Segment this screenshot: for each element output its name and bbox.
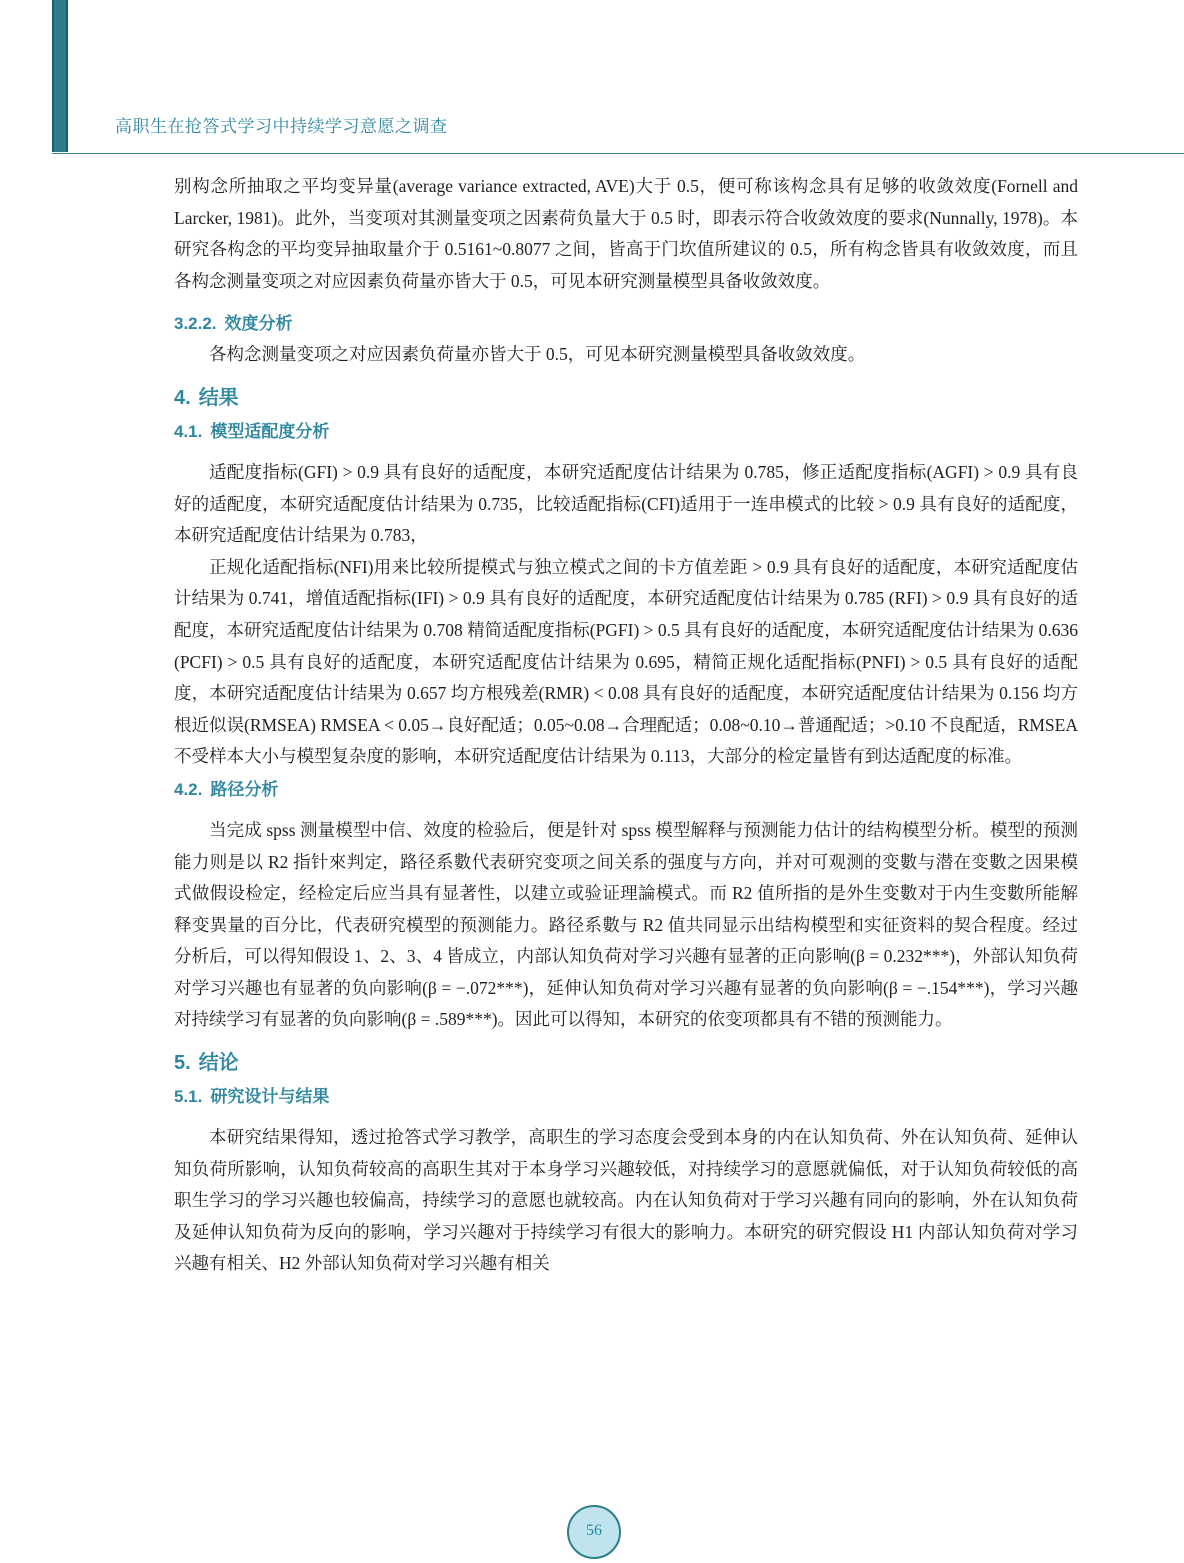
section-title: 结果 bbox=[198, 386, 239, 409]
paragraph-4-1-a: 适配度指标(GFI) > 0.9 具有良好的适配度，本研究适配度估计结果为 0.785，修正适配度指标(AGFI) > 0.9 具有良好的适配度，本研究适配度估计结果为 0.735，比较适配指标(CFI)适用于一连串模式的比较 > 0.9 具有良好的适配度，本研究适配度估计结果为 0.783， bbox=[174, 461, 1078, 546]
paragraph-4-2: 当完成 spss 测量模型中信、效度的检验后，便是针对 spss 模型解释与预测能力估计的结构模型分析。模型的预测能力则是以 R2 指针來判定，路径系數代表研究变项之间关系的强度与方向，并对可观测的变數与潜在变數之因果模式做假设检定，经检定后应当具有显著性，以建立或验证理論模式。而 R2 值所指的是外生变數对于内生变數所能解释变異量的百分比，代表研究模型的预测能力。路径系數与 R2 值共同显示出结构模型和实征资料的契合程度。经过分析后，可以得知假设 1、2、3、4 皆成立，内部认知负荷对学习兴趣有显著的正向影响(β = 0.232***)，外部认知负荷对学习兴趣也有显著的负向影响(β = −.072***)，延伸认知负荷对学习兴趣有显著的负向影响(β = −.154***)，学习兴趣对持续学习有显著的负向影响(β = .589***)。因此可以得知，本研究的依变项都具有不错的预测能力。 bbox=[174, 819, 1078, 1030]
header-divider bbox=[52, 153, 1184, 154]
section-heading-5 bbox=[174, 1048, 1078, 1078]
section-number: 5.1. bbox=[174, 1087, 203, 1107]
section-heading-5-1 bbox=[174, 1084, 1078, 1110]
section-heading-4-2 bbox=[174, 777, 1078, 803]
paragraph-intro: 别构念所抽取之平均变异量(average variance extracted, AVE)大于 0.5，便可称该构念具有足够的收敛效度(Fornell and Larcker, 1981)。此外，当变项对其测量变项之因素荷负量大于 0.5 时，即表示符合收敛效度的要求(Nunnally, 1978)。本研究各构念的平均变异抽取量介于 0.5161~0.8077 之间，皆高于门坎值所建议的 0.5，所有构念皆具有收敛效度，而且各构念测量变项之对应因素负荷量亦皆大于 0.5，可见本研究测量模型具备收敛效度。 bbox=[174, 176, 1078, 291]
paragraph-4-1-b: 正规化适配指标(NFI)用来比较所提模式与独立模式之间的卡方值差距 > 0.9 具有良好的适配度，本研究适配度估计结果为 0.741，增值适配指标(IFI) > 0.9 具有良好的适配度，本研究适配度估计结果为 0.785 (RFI) > 0.9 具有良好的适配度，本研究适配度估计结果为 0.708 精简适配度指标(PGFI) > 0.5 具有良好的适配度，本研究适配度估计结果为 0.636 (PCFI) > 0.5 具有良好的适配度，本研究适配度估计结果为 0.695，精简正规化适配指标(PNFI) > 0.5 具有良好的适配度，本研究适配度估计结果为 0.657 均方根残差(RMR) < 0.08 具有良好的适配度，本研究适配度估计结果为 0.156 均方根近似误(RMSEA) RMSEA < 0.05→良好配适；0.05~0.08→合理配适；0.08~0.10→普通配适；>0.10 不良配适，RMSEA 不受样本大小与模型复杂度的影响，本研究适配度估计结果为 0.113，大部分的检定量皆有到达适配度的标准。 bbox=[174, 556, 1078, 767]
running-title: 高职生在抢答式学习中持续学习意愿之调查 bbox=[115, 117, 448, 136]
page-number-badge: 56 bbox=[567, 1505, 621, 1559]
paragraph-3-2-2: 各构念测量变项之对应因素负荷量亦皆大于 0.5，可见本研究测量模型具备收敛效度。 bbox=[209, 344, 866, 365]
section-number: 4.1. bbox=[174, 421, 203, 441]
section-title: 效度分析 bbox=[224, 314, 293, 334]
section-number: 3.2.2. bbox=[174, 314, 217, 334]
section-heading-3-2-2 bbox=[174, 311, 1078, 337]
section-number: 5. bbox=[174, 1052, 191, 1075]
article-body bbox=[174, 171, 1078, 1280]
section-number: 4.2. bbox=[174, 779, 203, 799]
section-title: 研究设计与结果 bbox=[210, 1087, 330, 1107]
paragraph-5-1: 本研究结果得知，透过抢答式学习教学，高职生的学习态度会受到本身的内在认知负荷、外在认知负荷、延伸认知负荷所影响，认知负荷较高的高职生其对于本身学习兴趣较低，对持续学习的意愿就偏低，对于认知负荷较低的高职生学习的学习兴趣也较偏高，持续学习的意愿也就较高。内在认知负荷对于学习兴趣有同向的影响，外在认知负荷及延伸认知负荷为反向的影响，学习兴趣对于持续学习有很大的影响力。本研究的研究假设 H1 内部认知负荷对学习兴趣有相关、H2 外部认知负荷对学习兴趣有相关 bbox=[174, 1127, 1078, 1274]
section-heading-4-1 bbox=[174, 419, 1078, 445]
section-heading-4 bbox=[174, 383, 1078, 413]
header-accent-bar bbox=[52, 0, 68, 152]
section-title: 路径分析 bbox=[210, 779, 279, 799]
section-title: 结论 bbox=[198, 1052, 239, 1075]
section-number: 4. bbox=[174, 386, 191, 409]
section-title: 模型适配度分析 bbox=[210, 421, 330, 441]
